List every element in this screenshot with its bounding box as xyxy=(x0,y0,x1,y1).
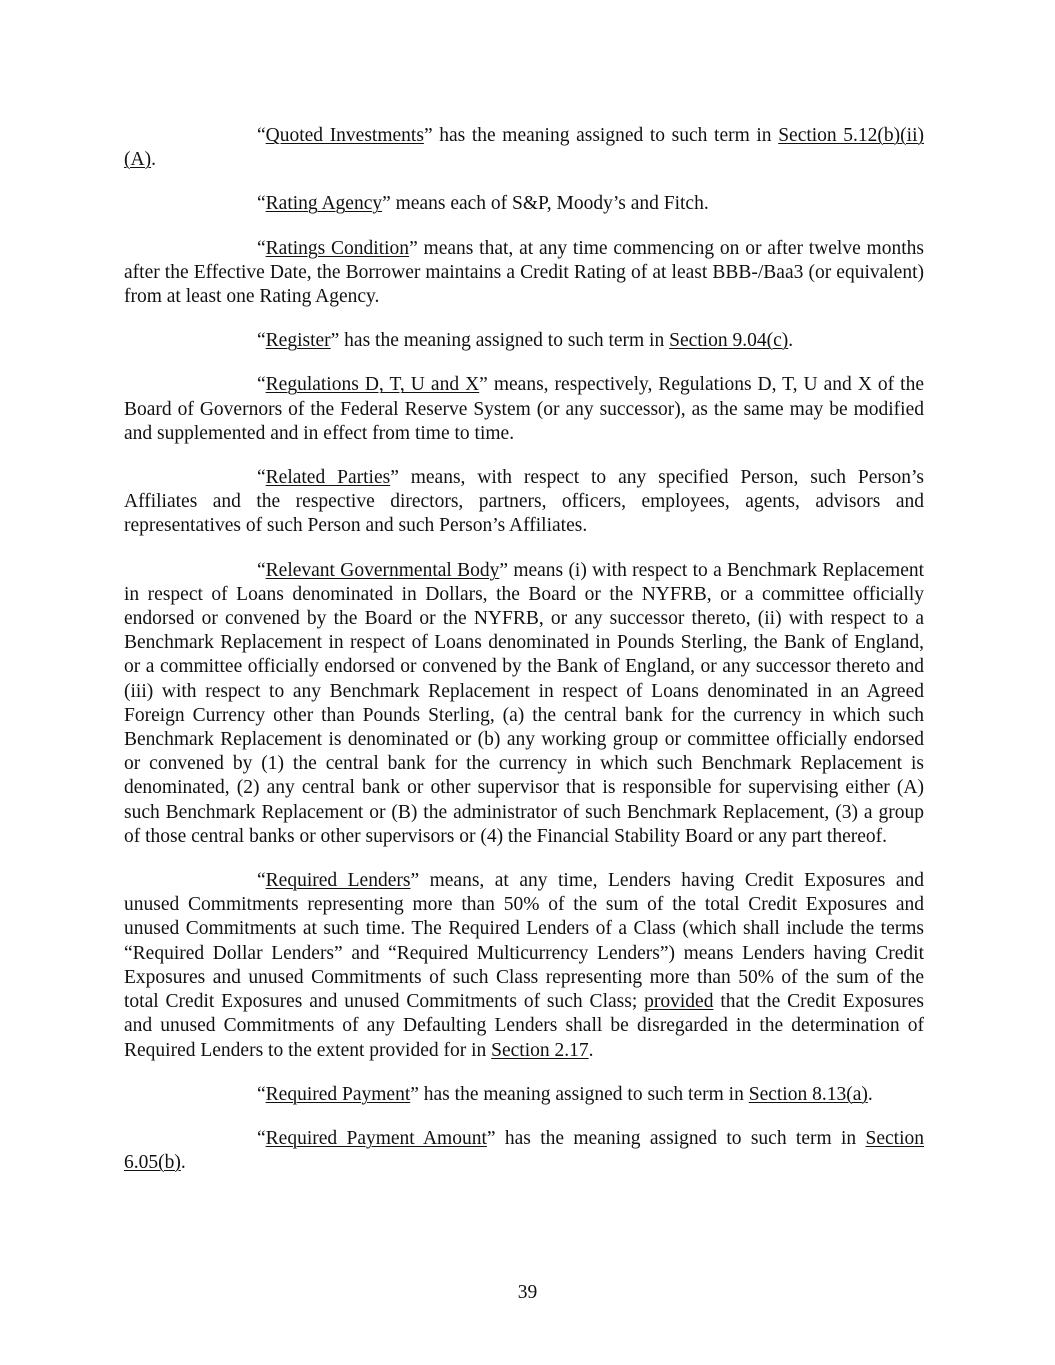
definition-text: . xyxy=(151,149,156,171)
definition-text: ” means, respectively, Regulations D, T, U and X of the Board of Governors of the Federal Reserve System (or any successor), as the same may be modified and supplemented and in effect from time to time. xyxy=(124,374,924,444)
definition-text: ” means, with respect to any specified Person, such Person’s Affiliates and the respective directors, partners, officers, employees, agents, advisors and representatives of such Person and such Person’s Affiliates. xyxy=(124,467,924,537)
defined-term: Regulations D, T, U and X xyxy=(265,374,480,396)
defined-term: Ratings Condition xyxy=(265,237,410,259)
definition-text: ” has the meaning assigned to such term in xyxy=(423,125,779,146)
definition-text: ” means, at any time, Lenders having Credit Exposures and unused Commitments representing more than 50% of the sum of the total Credit Exposures and unused Commitments at such time. The Required Lenders of a Class (which shall include the terms “Required Dollar Lenders” and “Required Multicurrency Lenders”) means Lenders having Credit Exposures and unused Commitments of such Class representing more than 50% of the sum of the total Credit Exposures and unused Commitments of such Class; xyxy=(124,870,924,1013)
page-number: 39 xyxy=(517,1282,538,1303)
section-reference: provided xyxy=(644,991,714,1013)
definition-text: ” means (i) with respect to a Benchmark Replacement in respect of Loans denominated in Dollars, the Board or the NYFRB, or a committee officially endorsed or convened by the Board or the NYFRB, or any successor thereto, (ii) with respect to a Benchmark Replacement in respect of Loans denominated in Pounds Sterling, the Bank of England, or a committee officially endorsed or convened by the Bank of England, or any successor thereto and (iii) with respect to any Benchmark Replacement in respect of Loans denominated in an Agreed Foreign Currency other than Pounds Sterling, (a) the central bank for the currency in which such Benchmark Replacement is denominated or (b) any working group or committee officially endorsed or convened by (1) the central bank for the currency in which such Benchmark Replacement is denominated, (2) any central bank or other supervisor that is responsible for supervising either (A) such Benchmark Replacement or (B) the administrator of such Benchmark Replacement, (3) a group of those central banks or other supervisors or (4) the Financial Stability Board or any part thereof. xyxy=(124,559,925,847)
defined-term: Rating Agency xyxy=(265,193,383,215)
definition-text: “ xyxy=(257,1083,266,1105)
definition-text: “ xyxy=(257,237,266,259)
definition-paragraph xyxy=(124,1083,924,1107)
definition-text: . xyxy=(788,330,794,352)
definition-paragraph xyxy=(124,192,924,216)
definition-text: “ xyxy=(257,870,266,892)
defined-term: Quoted Investments xyxy=(265,125,424,146)
section-reference: Section 5.12(b)(ii)(A) xyxy=(124,125,924,171)
document-page xyxy=(124,124,924,1175)
definition-text: ” has the meaning assigned to such term in xyxy=(486,1127,866,1149)
definition-text: “ xyxy=(257,467,266,489)
section-reference: Section 9.04(c) xyxy=(669,330,789,352)
defined-term: Relevant Governmental Body xyxy=(265,559,500,581)
definition-text: . xyxy=(180,1152,186,1174)
definition-text: “ xyxy=(257,125,266,146)
definition-text: . xyxy=(588,1039,594,1061)
section-reference: Section 6.05(b) xyxy=(124,1127,924,1174)
definition-paragraph xyxy=(124,329,924,353)
definition-paragraph xyxy=(124,559,924,849)
definition-text: that the Credit Exposures and unused Commitments of any Defaulting Lenders shall be disregarded in the determination of Required Lenders to the extent provided for in xyxy=(124,991,925,1061)
section-reference: Section 2.17 xyxy=(491,1039,589,1061)
defined-term: Register xyxy=(265,330,331,352)
definition-text: “ xyxy=(257,559,266,581)
definition-paragraph xyxy=(124,124,924,172)
defined-term: Required Payment xyxy=(265,1083,411,1105)
definition-text: “ xyxy=(257,374,266,396)
definition-paragraph xyxy=(124,869,924,1063)
defined-term: Related Parties xyxy=(265,467,391,489)
definition-paragraph xyxy=(124,373,924,446)
defined-term: Required Lenders xyxy=(265,870,411,892)
definition-text: . xyxy=(867,1083,873,1105)
definition-paragraph xyxy=(124,237,924,310)
defined-term: Required Payment Amount xyxy=(265,1127,487,1149)
definition-text: ” has the meaning assigned to such term in xyxy=(330,330,670,352)
definition-text: “ xyxy=(257,1127,266,1149)
definition-text: ” has the meaning assigned to such term in xyxy=(410,1083,749,1105)
definition-text: “ xyxy=(257,193,266,215)
definition-paragraph xyxy=(124,466,924,539)
definitions-list xyxy=(124,124,924,1175)
section-reference: Section 8.13(a) xyxy=(748,1083,868,1105)
definition-text: “ xyxy=(257,330,266,352)
definition-text: ” means each of S&P, Moody’s and Fitch. xyxy=(382,193,709,215)
definition-text: ” means that, at any time commencing on or after twelve months after the Effective Date, the Borrower maintains a Credit Rating of at least BBB-/Baa3 (or equivalent) from at least one Rating Agency. xyxy=(124,237,924,308)
definition-paragraph xyxy=(124,1127,924,1175)
